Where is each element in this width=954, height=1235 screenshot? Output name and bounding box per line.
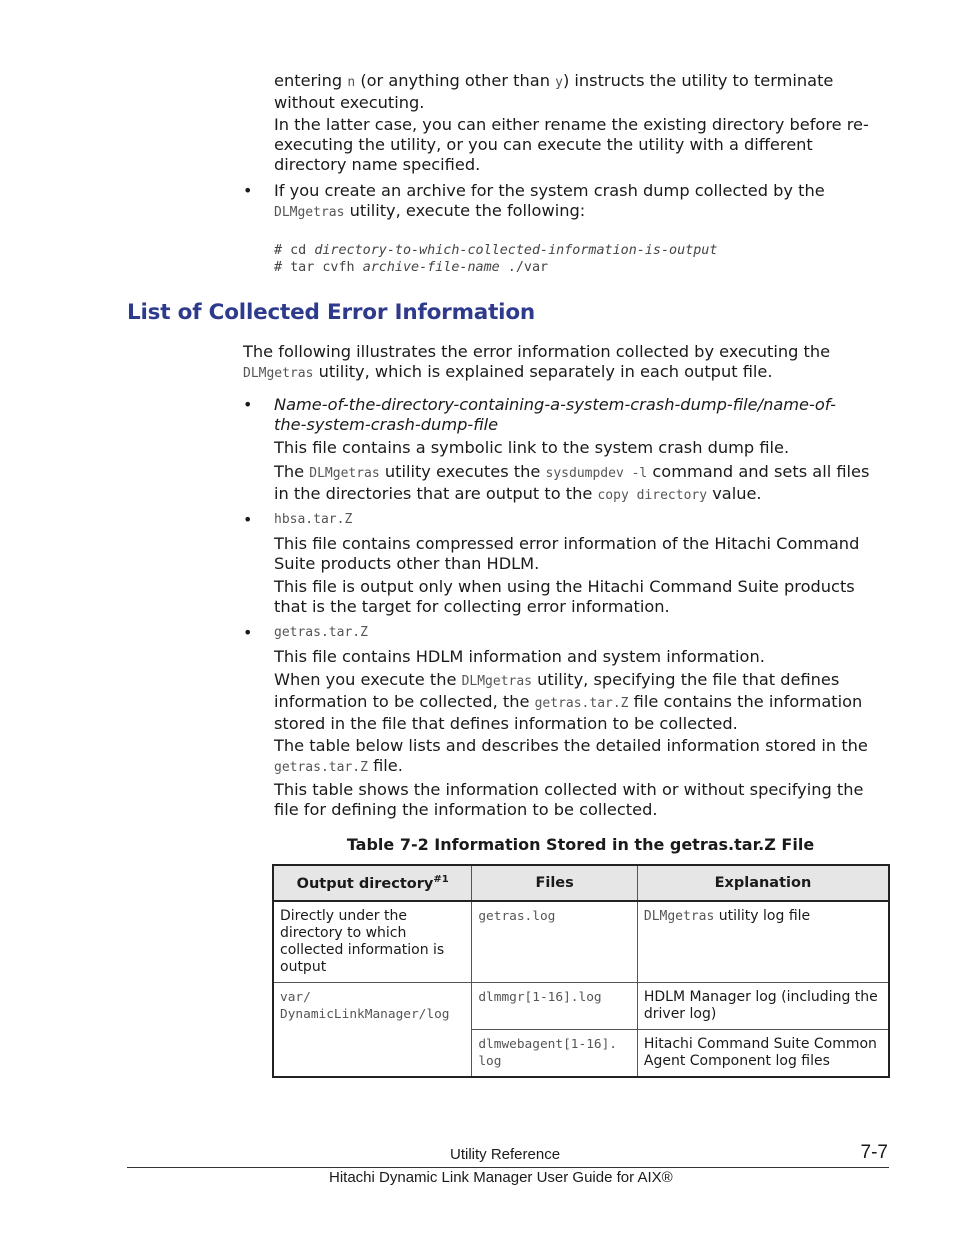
- item-1-title: Name-of-the-directory-containing-a-system-crash-dump-file/name-of-the-system-crash-dump-file: [274, 395, 836, 434]
- bullet-icon: •: [243, 510, 253, 529]
- col-header-files: Files: [472, 865, 638, 901]
- item-3-table-ref: [274, 736, 886, 778]
- table-row: [273, 901, 889, 983]
- item-1-detail: [274, 462, 886, 506]
- text: utility, which is explained separately in each output file.: [313, 362, 773, 381]
- text: value.: [707, 484, 762, 503]
- bullet-icon: •: [243, 181, 253, 200]
- item-2-title: hbsa.tar.Z: [274, 512, 353, 527]
- info-table: [272, 864, 890, 1078]
- code-text: # tar cvfh: [274, 260, 363, 275]
- item-2-desc: This file contains compressed error information of the Hitachi Command Suite products other than HDLM.: [274, 534, 860, 573]
- footer-section-title: Utility Reference: [450, 1146, 561, 1163]
- code-text: # cd: [274, 243, 315, 258]
- inline-code: copy directory: [597, 488, 708, 503]
- item-2-note: This file is output only when using the Hitachi Command Suite products that is the target for collecting error information.: [274, 577, 855, 616]
- text: ) instructs the utility to terminate without executing.: [274, 71, 834, 112]
- cell-explanation: [637, 901, 889, 983]
- item-3-table-note: This table shows the information collected with or without specifying the file for defining the information to be collected.: [274, 780, 864, 819]
- bullet-icon: •: [243, 623, 253, 642]
- item-1-desc: This file contains a symbolic link to the system crash dump file.: [274, 438, 790, 457]
- text: file contains the information stored in the file that defines information to be collected.: [274, 692, 863, 733]
- footer-divider: [127, 1167, 889, 1168]
- footer-book-title: Hitachi Dynamic Link Manager User Guide for AIX®: [329, 1169, 673, 1186]
- cell-explanation: Hitachi Command Suite Common Agent Component log files: [637, 1030, 889, 1078]
- cell-file: getras.log: [472, 901, 638, 983]
- paragraph-continuation: [274, 71, 886, 113]
- inline-code: DLMgetras: [461, 674, 533, 689]
- section-intro: [243, 342, 873, 384]
- inline-code: getras.tar.Z: [274, 760, 368, 775]
- inline-code: n: [347, 75, 356, 90]
- text: The table below lists and describes the detailed information stored in the: [274, 736, 868, 755]
- text: (or anything other than: [355, 71, 556, 90]
- code-line-2: [274, 259, 717, 276]
- inline-code: y: [555, 75, 563, 90]
- code-arg: directory-to-which-collected-information-is-output: [314, 243, 718, 258]
- text: entering: [274, 71, 348, 90]
- cell-directory: Directly under the directory to which collected information is output: [273, 901, 472, 983]
- header-text: Output directory: [296, 875, 434, 892]
- item-3-desc: This file contains HDLM information and system information.: [274, 647, 765, 666]
- section-heading: List of Collected Error Information: [127, 300, 536, 325]
- text: file.: [367, 756, 403, 775]
- code-text: ./var: [499, 260, 549, 275]
- text: If you create an archive for the system crash dump collected by the: [274, 181, 825, 200]
- bullet-archive: [274, 181, 874, 223]
- text: command and sets all files in the directories that are output to the: [274, 462, 870, 503]
- code-block: [274, 242, 717, 276]
- inline-code: DLMgetras: [243, 366, 314, 381]
- inline-code: DLMgetras: [643, 909, 715, 924]
- table-row: [273, 983, 889, 1030]
- bullet-icon: •: [243, 395, 253, 414]
- table-caption: Table 7-2 Information Stored in the getras.tar.Z File: [346, 835, 815, 854]
- col-header-output-directory: [273, 865, 472, 901]
- cell-directory: var/ DynamicLinkManager/log: [273, 983, 472, 1078]
- inline-code: getras.tar.Z: [534, 696, 629, 711]
- cell-explanation: HDLM Manager log (including the driver log): [637, 983, 889, 1030]
- footnote-mark: #1: [433, 874, 449, 886]
- code-line-1: [274, 242, 717, 259]
- item-3-title: getras.tar.Z: [274, 625, 368, 640]
- page-number: 7-7: [860, 1142, 888, 1163]
- text: utility log file: [714, 908, 811, 924]
- text: The following illustrates the error information collected by executing the: [243, 342, 831, 361]
- text: The: [274, 462, 310, 481]
- text: When you execute the: [274, 670, 462, 689]
- cell-file: dlmmgr[1-16].log: [472, 983, 638, 1030]
- inline-code: DLMgetras: [309, 466, 380, 481]
- code-arg: archive-file-name: [362, 260, 500, 275]
- table-header-row: [273, 865, 889, 901]
- item-3-detail: [274, 670, 886, 734]
- text: utility, specifying the file that defines information to be collected, the: [274, 670, 840, 711]
- inline-code: DLMgetras: [274, 205, 345, 220]
- text: utility executes the: [379, 462, 546, 481]
- paragraph-latter-case: In the latter case, you can either rename the existing directory before re-executing the utility, or you can execute the utility with a different directory name specified.: [274, 115, 869, 174]
- col-header-explanation: Explanation: [637, 865, 889, 901]
- text: utility, execute the following:: [344, 201, 586, 220]
- cell-file: dlmwebagent[1-16]. log: [472, 1030, 638, 1078]
- inline-code: sysdumpdev -l: [545, 466, 648, 481]
